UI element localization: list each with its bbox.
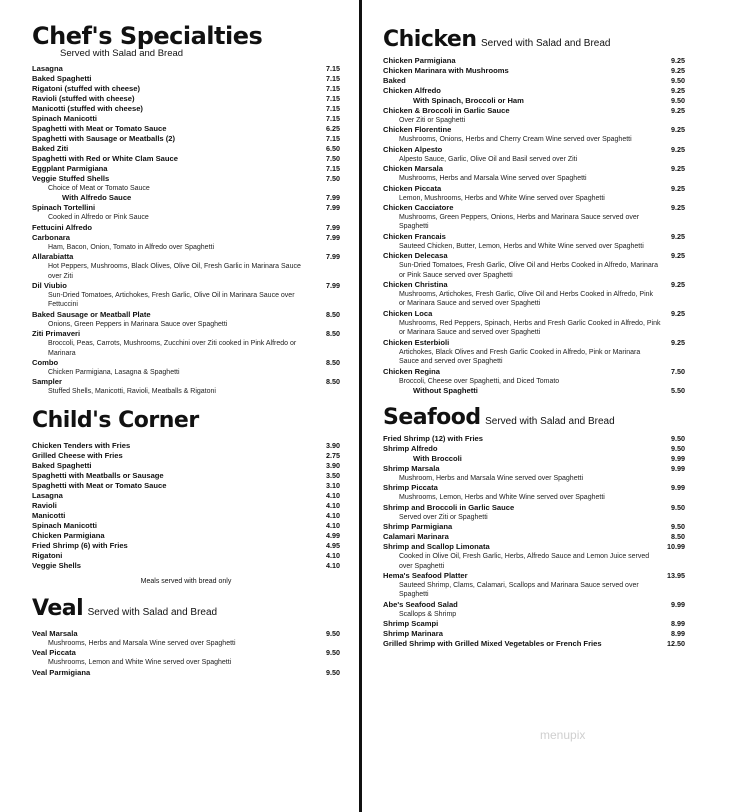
menu-item	[383, 280, 685, 290]
menu-item	[32, 471, 340, 481]
menu-item-price: 9.25	[671, 106, 685, 115]
menu-item-name: Chicken & Broccoli in Garlic Sauce	[383, 106, 510, 115]
menu-item-price: 7.50	[326, 154, 340, 163]
menu-item-price: 9.25	[671, 308, 685, 318]
menu-item	[383, 367, 685, 377]
menu-item-description: Served over Ziti or Spaghetti	[399, 513, 488, 521]
menu-item-price: 9.50	[326, 667, 340, 677]
menu-item-description: Chicken Parmigiana, Lasagna & Spaghetti	[48, 369, 180, 377]
menu-item-name: Rigatoni (stuffed with cheese)	[32, 84, 141, 93]
menu-item	[32, 648, 340, 658]
menu-item	[32, 310, 340, 320]
menu-item	[32, 233, 340, 243]
menu-item-price: 9.50	[326, 648, 340, 658]
menu-item	[32, 521, 340, 531]
menu-item-description: Cooked in Olive Oil, Fresh Garlic, Herbs, Alfredo Sauce and Lemon Juice served over Spaghetti	[399, 553, 650, 570]
menu-item-price: 7.99	[326, 203, 340, 213]
menu-item-price: 9.25	[671, 144, 685, 154]
section-subtitle: Served with Salad and Bread	[60, 48, 184, 59]
menu-item-price: 12.50	[667, 639, 685, 649]
menu-item-price: 4.95	[326, 540, 340, 550]
menu-item	[32, 223, 340, 233]
menu-item-name: Chicken Marinara with Mushrooms	[383, 66, 509, 75]
watermark: menupix	[540, 728, 586, 742]
menu-item-price: 8.50	[326, 358, 340, 368]
menu-item-price: 9.50	[326, 628, 340, 638]
menu-item-name: Grilled Shrimp with Grilled Mixed Vegetables or French Fries	[383, 639, 602, 649]
menu-item-description: Cooked in Alfredo or Pink Sauce	[48, 214, 149, 222]
menu-item-description: Over Ziti or Spaghetti	[399, 117, 466, 124]
menu-item-name: Veggie Stuffed Shells	[32, 174, 110, 183]
menu-item-price: 7.50	[326, 174, 340, 183]
menu-item-name: Manicotti	[32, 510, 66, 520]
menu-item-description: Mushrooms, Green Peppers, Onions, Herbs and Marinara Sauce served over Spaghetti	[399, 214, 640, 231]
menu-item	[383, 386, 685, 396]
menu-item-price: 9.99	[671, 453, 685, 463]
menu-item-price: 8.50	[671, 532, 685, 542]
menu-item	[383, 76, 685, 86]
menu-item	[32, 203, 340, 213]
section-title: Child's Corner	[32, 407, 199, 433]
menu-item-name: Shrimp Marinara	[383, 629, 443, 639]
menu-item-name: Ravioli	[32, 500, 57, 510]
menu-item-price: 8.99	[671, 629, 685, 639]
menu-item-description: Mushrooms, Herbs and Marsala Wine served over Spaghetti	[399, 175, 587, 183]
menu-item	[383, 619, 685, 629]
menu-item-name: Baked Spaghetti	[32, 74, 92, 83]
menu-item	[383, 56, 685, 66]
menu-item-price: 9.99	[671, 599, 685, 609]
menu-item-name: Shrimp Marsala	[383, 463, 440, 473]
menu-item-name: Spinach Manicotti	[32, 114, 97, 123]
menu-item-name: Chicken Christina	[383, 280, 448, 290]
veal-section	[32, 587, 340, 678]
menu-item	[383, 503, 685, 513]
menu-item-price: 9.50	[671, 443, 685, 453]
menu-item-name: Veal Parmigiana	[32, 667, 91, 677]
menu-item-name: Allarabiatta	[32, 252, 74, 262]
menu-item	[383, 106, 685, 116]
menu-item	[383, 96, 685, 106]
menu-item	[383, 639, 685, 649]
menu-item	[32, 377, 340, 387]
menu-item-price: 7.15	[326, 104, 340, 113]
menu-item-name: Chicken Regina	[383, 366, 440, 376]
menu-item-price: 7.15	[326, 114, 340, 123]
menu-item-price: 7.15	[326, 74, 340, 83]
menu-item-price: 7.15	[326, 64, 340, 73]
menu-item-name: Eggplant Parmigiana	[32, 164, 108, 173]
menu-item-name: Shrimp Parmigiana	[383, 522, 453, 532]
menu-item-description: Stuffed Shells, Manicotti, Ravioli, Meatballs & Rigatoni	[48, 388, 216, 396]
section-header	[32, 597, 340, 621]
menu-item	[32, 551, 340, 561]
column-divider	[359, 0, 362, 812]
menu-item-price: 7.99	[326, 232, 340, 242]
menu-item	[383, 600, 685, 610]
menu-item	[32, 94, 340, 104]
menu-item-price: 4.99	[326, 530, 340, 540]
menu-item-description: Onions, Green Peppers in Marinara Sauce over Spaghetti	[48, 320, 228, 328]
menu-item-name: Abe's Seafood Salad	[383, 599, 458, 609]
menu-item-description: Alpesto Sauce, Garlic, Olive Oil and Basil served over Ziti	[399, 155, 578, 163]
menu-list	[32, 64, 340, 397]
menu-item	[32, 252, 340, 262]
menu-item	[383, 309, 685, 319]
menu-item-price: 4.10	[326, 550, 340, 560]
menu-item-name: Baked	[383, 76, 406, 85]
menu-item-name: Carbonara	[32, 232, 70, 242]
menu-item-price: 9.25	[671, 231, 685, 241]
menu-item-name: Shrimp and Scallop Limonata	[383, 542, 490, 552]
menu-item-description: Ham, Bacon, Onion, Tomato in Alfredo over Spaghetti	[48, 243, 215, 251]
menu-item-name: Veal Piccata	[32, 648, 76, 658]
menu-item-name: With Broccoli	[413, 453, 462, 463]
menu-item-price: 5.50	[671, 385, 685, 395]
menu-item-name: Ziti Primaveri	[32, 329, 81, 339]
menu-item	[32, 561, 340, 571]
menu-item-price: 9.25	[671, 86, 685, 95]
menu-item-price: 9.25	[671, 125, 685, 135]
menu-item-name: Veal Marsala	[32, 628, 78, 638]
menu-item-price: 7.15	[326, 134, 340, 143]
menu-item	[32, 281, 340, 291]
menu-item-name: Rigatoni	[32, 550, 63, 560]
menu-item-price: 4.10	[326, 500, 340, 510]
menu-item-price: 13.95	[667, 570, 685, 580]
menu-item-name: With Alfredo Sauce	[62, 193, 132, 203]
menu-item-name: Shrimp and Broccoli in Garlic Sauce	[383, 502, 515, 512]
menu-item-name: Baked Spaghetti	[32, 460, 92, 470]
menu-item-description: Broccoli, Peas, Carrots, Mushrooms, Zucchini over Ziti cooked in Pink Alfredo or Marinara	[48, 340, 297, 357]
menu-item	[32, 174, 340, 184]
childs-corner-section	[32, 397, 340, 587]
menu-item	[32, 64, 340, 74]
menu-item	[32, 329, 340, 339]
menu-item-price: 7.15	[326, 164, 340, 173]
menu-item	[32, 441, 340, 451]
menu-item-price: 10.99	[667, 542, 685, 552]
menu-item	[383, 251, 685, 261]
menu-item	[383, 145, 685, 155]
menu-item-name: Chicken Esterbioli	[383, 337, 450, 347]
menu-item-name: Baked Ziti	[32, 144, 69, 153]
menu-item-description: Mushrooms, Onions, Herbs and Cherry Cream Wine served over Spaghetti	[399, 136, 632, 144]
menu-item-price: 9.25	[671, 280, 685, 290]
menu-item	[383, 532, 685, 542]
menu-item-price: 9.25	[671, 203, 685, 213]
menu-item-name: Combo	[32, 358, 59, 368]
section-title: Seafood	[383, 404, 481, 430]
menu-item-name: Chicken Parmigiana	[32, 530, 105, 540]
menu-item-name: Shrimp Piccata	[383, 483, 438, 493]
menu-item-description: Mushrooms, Herbs and Marsala Wine served over Spaghetti	[48, 639, 236, 647]
menu-item-price: 8.50	[326, 309, 340, 319]
menu-item-name: Lasagna	[32, 490, 63, 500]
menu-item	[32, 668, 340, 678]
menu-item	[32, 104, 340, 114]
menu-item-description: Mushrooms, Lemon, Herbs and White Wine served over Spaghetti	[399, 494, 605, 502]
menu-item	[32, 164, 340, 174]
menu-item-name: Spinach Tortellini	[32, 203, 96, 213]
menu-item	[32, 541, 340, 551]
menu-item-name: Fettucini Alfredo	[32, 222, 93, 232]
right-column	[383, 0, 685, 649]
menu-item-description: Broccoli, Cheese over Spaghetti, and Diced Tomato	[399, 377, 560, 385]
meals-note: Meals served with bread only	[140, 577, 232, 585]
menu-item-name: Chicken Marsala	[383, 164, 443, 174]
section-subtitle: Served with Salad and Bread	[480, 38, 611, 49]
menu-item-price: 7.99	[326, 222, 340, 232]
menu-item-name: Without Spaghetti	[413, 385, 478, 395]
menu-item-name: Fried Shrimp (6) with Fries	[32, 540, 128, 550]
menu-item-name: Chicken Parmigiana	[383, 56, 456, 65]
menu-item	[32, 84, 340, 94]
menu-item-name: Hema's Seafood Platter	[383, 570, 468, 580]
menu-item-name: Grilled Cheese with Fries	[32, 450, 123, 460]
menu-item-price: 9.25	[671, 66, 685, 75]
menu-item-name: Chicken Piccata	[383, 183, 442, 193]
menu-item-price: 9.50	[671, 96, 685, 105]
menu-item-price: 6.25	[326, 124, 340, 133]
menu-item-name: Fried Shrimp (12) with Fries	[383, 433, 484, 443]
menu-item-name: Chicken Francais	[383, 231, 446, 241]
menu-item-price: 7.15	[326, 84, 340, 93]
menu-item	[32, 134, 340, 144]
menu-item-price: 8.99	[671, 619, 685, 629]
section-title: Chef's Specialties	[32, 22, 263, 50]
menu-item-price: 3.90	[326, 440, 340, 450]
section-title: Chicken	[383, 27, 477, 52]
seafood-section	[383, 396, 685, 649]
menu-item-description: Scallops & Shrimp	[399, 610, 457, 618]
menu-item	[383, 483, 685, 493]
menu-item	[383, 444, 685, 454]
menu-item-price: 9.25	[671, 183, 685, 193]
menu-item-name: Spaghetti with Meat or Tomato Sauce	[32, 480, 167, 490]
menu-item-price: 8.50	[326, 377, 340, 387]
menu-item-price: 9.25	[671, 251, 685, 261]
menu-item-price: 7.15	[326, 94, 340, 103]
menu-item-price: 4.10	[326, 520, 340, 530]
menu-item-name: Chicken Alfredo	[383, 86, 441, 95]
menu-item-description: Sun-Dried Tomatoes, Artichokes, Fresh Garlic, Olive Oil in Marinara Sauce over Fettuccini	[48, 292, 295, 309]
menu-item-price: 2.75	[326, 450, 340, 460]
menu-item-price: 9.99	[671, 463, 685, 473]
menu-item	[32, 144, 340, 154]
menu-item-name: Chicken Cacciatore	[383, 203, 454, 213]
menu-item	[383, 66, 685, 76]
chefs-specialties-section	[32, 0, 340, 397]
menu-list	[32, 629, 340, 678]
menu-item-name: Veggie Shells	[32, 560, 81, 570]
menu-item-description: Sauteed Shrimp, Clams, Calamari, Scallops and Marinara Sauce served over Spaghetti	[399, 581, 639, 599]
menu-item	[32, 491, 340, 501]
menu-item-name: Spaghetti with Sausage or Meatballs (2)	[32, 134, 176, 143]
menu-item	[32, 501, 340, 511]
section-title: Veal	[32, 595, 84, 621]
menu-item-name: Chicken Florentine	[383, 125, 452, 135]
menu-item-description: Hot Peppers, Mushrooms, Black Olives, Olive Oil, Fresh Garlic in Marinara Sauce over Ziti	[48, 263, 301, 280]
menu-item-price: 9.25	[671, 337, 685, 347]
menu-item-name: Lasagna	[32, 64, 63, 73]
chicken-section	[383, 0, 685, 396]
menu-item-description: Mushroom, Herbs and Marsala Wine served over Spaghetti	[399, 474, 584, 482]
menu-item-price: 7.99	[326, 281, 340, 291]
menu-item	[383, 125, 685, 135]
menu-item-name: Dil Viubio	[32, 281, 67, 291]
menu-item	[383, 542, 685, 552]
left-column	[32, 0, 340, 678]
menu-item	[383, 232, 685, 242]
menu-item-name: Ravioli (stuffed with cheese)	[32, 94, 135, 103]
menu-item-price: 9.25	[671, 56, 685, 65]
menu-item-price: 7.50	[671, 366, 685, 376]
menu-item-description: Lemon, Mushrooms, Herbs and White Wine served over Spaghetti	[399, 194, 605, 202]
menu-item	[32, 193, 340, 203]
menu-item	[32, 531, 340, 541]
menu-item-name: Baked Sausage or Meatball Plate	[32, 309, 151, 319]
menu-item	[383, 434, 685, 444]
menu-item	[383, 184, 685, 194]
menu-item-price: 4.10	[326, 560, 340, 570]
menu-item-name: Manicotti (stuffed with cheese)	[32, 104, 143, 113]
menu-item	[383, 522, 685, 532]
menu-list	[32, 441, 340, 571]
menu-item	[383, 629, 685, 639]
menu-item-name: Chicken Tenders with Fries	[32, 440, 131, 450]
menu-item	[32, 124, 340, 134]
menu-item-price: 3.90	[326, 460, 340, 470]
menu-item-name: Chicken Alpesto	[383, 144, 443, 154]
menu-item-name: Shrimp Scampi	[383, 619, 439, 629]
menu-item	[32, 461, 340, 471]
menu-item-price: 3.50	[326, 470, 340, 480]
menu-item	[32, 481, 340, 491]
menu-item-price: 9.99	[671, 483, 685, 493]
menu-item	[32, 511, 340, 521]
menu-item-description: Artichokes, Black Olives and Fresh Garlic Cooked in Alfredo, Pink or Marinara Sauce and served over Spaghetti	[399, 348, 641, 366]
section-subtitle: Served with Salad and Bread	[485, 415, 615, 427]
menu-item-name: Spinach Manicotti	[32, 520, 97, 530]
menu-item-description: Mushrooms, Artichokes, Fresh Garlic, Olive Oil and Herbs Cooked in Alfredo, Pink or Marinara Sauce and served over Spaghetti	[399, 291, 654, 308]
menu-item	[32, 154, 340, 164]
menu-item-price: 9.50	[671, 76, 685, 85]
menu-item-name: Chicken Delecasa	[383, 251, 448, 261]
menu-item-name: Spaghetti with Meat or Tomato Sauce	[32, 124, 167, 133]
section-header	[383, 28, 685, 52]
menu-item-price: 9.25	[671, 164, 685, 174]
menu-item-price: 8.50	[326, 329, 340, 339]
menu-item-description: Mushrooms, Lemon and White Wine served over Spaghetti	[48, 659, 232, 667]
menu-list	[383, 56, 685, 396]
section-header	[383, 406, 685, 430]
menu-item	[32, 358, 340, 368]
menu-item-name: Chicken Loca	[383, 308, 433, 318]
menu-item-price: 6.50	[326, 144, 340, 153]
menu-item	[383, 338, 685, 348]
menu-item	[32, 74, 340, 84]
menu-item-description: Sun-Dried Tomatoes, Fresh Garlic, Olive Oil and Herbs Cooked in Alfredo, Marinara or Pink Sauce served over Spaghetti	[399, 262, 658, 279]
menu-item-description: Mushrooms, Red Peppers, Spinach, Herbs and Fresh Garlic Cooked in Alfredo, Pink or Marinara Sauce and served over Spaghetti	[399, 319, 661, 337]
menu-item	[383, 464, 685, 474]
menu-item	[383, 203, 685, 213]
menu-item	[383, 571, 685, 581]
menu-item-description: Choice of Meat or Tomato Sauce	[48, 185, 150, 192]
menu-item-name: With Spinach, Broccoli or Ham	[413, 96, 524, 105]
menu-item	[383, 454, 685, 464]
menu-item	[32, 629, 340, 639]
menu-item-price: 4.10	[326, 490, 340, 500]
menu-item	[32, 451, 340, 461]
menu-item-name: Spaghetti with Meatballs or Sausage	[32, 470, 164, 480]
menu-item-price: 7.99	[326, 193, 340, 203]
menu-item-name: Spaghetti with Red or White Clam Sauce	[32, 154, 178, 163]
menu-item-price: 7.99	[326, 252, 340, 262]
section-subtitle: Served with Salad and Bread	[87, 606, 218, 618]
menu-item-price: 9.50	[671, 502, 685, 512]
menu-item	[383, 164, 685, 174]
menu-item-price: 4.10	[326, 510, 340, 520]
menu-list	[383, 434, 685, 649]
menu-item	[383, 86, 685, 96]
menu-item-name: Sampler	[32, 377, 62, 387]
menu-item-price: 9.50	[671, 522, 685, 532]
menu-item-price: 3.10	[326, 480, 340, 490]
menu-item-description: Sauteed Chicken, Butter, Lemon, Herbs and White Wine served over Spaghetti	[399, 242, 644, 250]
menu-item-name: Calamari Marinara	[383, 532, 449, 542]
menu-item-name: Shrimp Alfredo	[383, 443, 438, 453]
menu-item	[32, 114, 340, 124]
menu-item-price: 9.50	[671, 433, 685, 443]
